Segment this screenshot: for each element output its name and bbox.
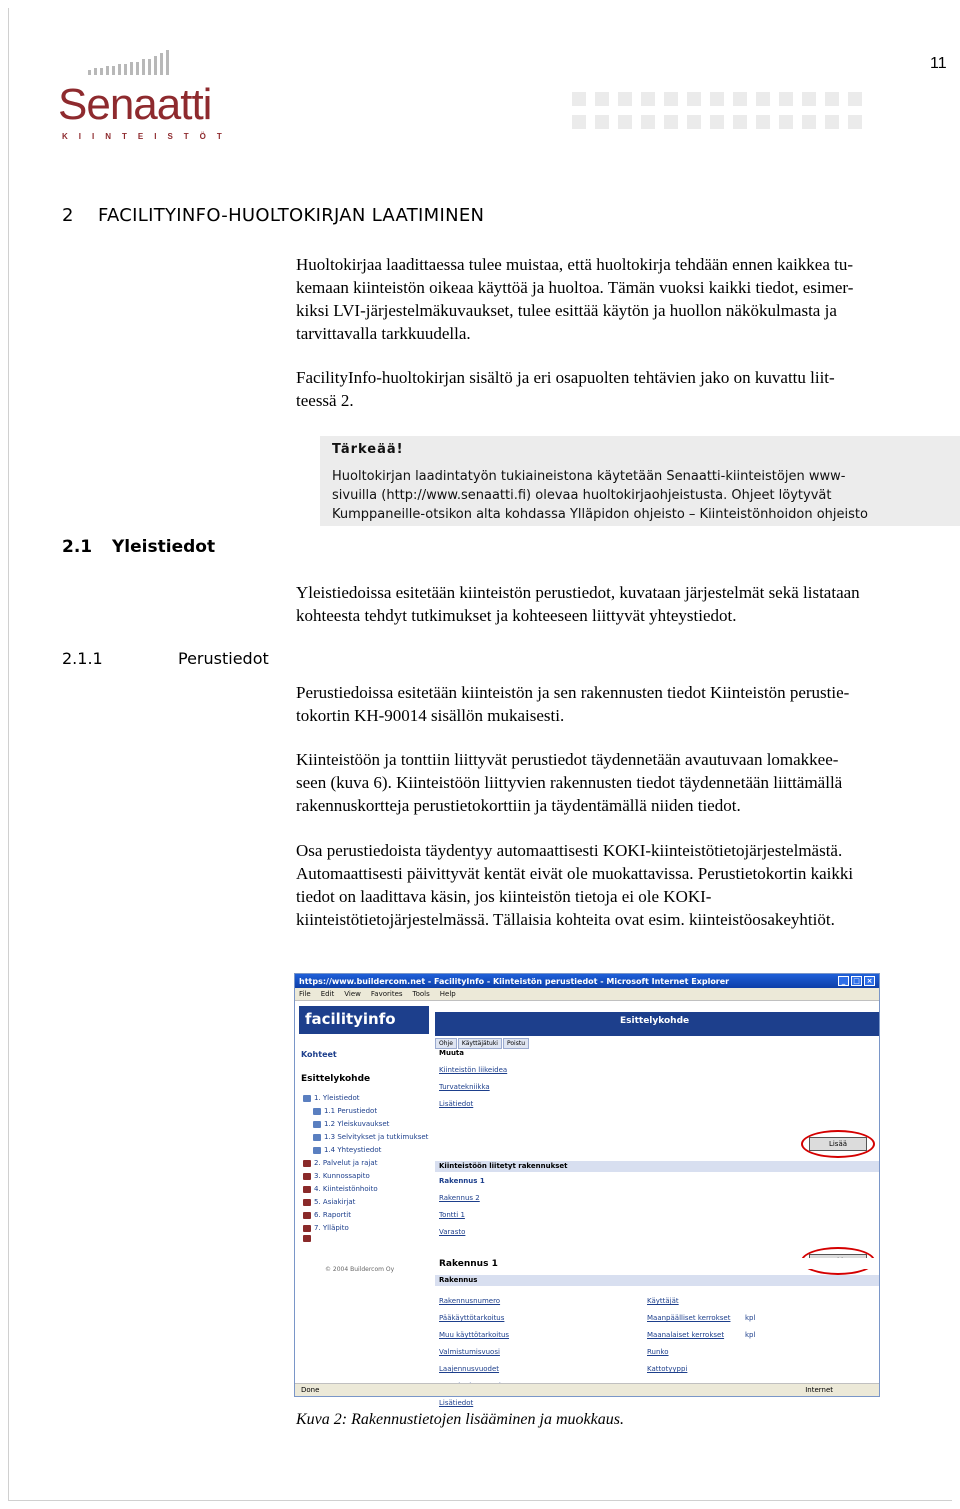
paragraph-6: Osa perustiedoista täydentyy automaattisesti KOKI-kiinteistötietojärjestelmästä. Automaattisesti päivittyvät kentät eivät ole muokattavissa. Perustietokortin kaikki tiedot on laadittava käsin, jos kiinteistön tietoja ei ole KOKI- kiinteistötietojärjestelmässä. Tällaisia kohteita ovat esim. kiinteistöosakeyhtiöt. [296, 841, 854, 929]
book-icon [303, 1173, 311, 1180]
link-additional-info[interactable]: Lisätiedot [439, 1100, 474, 1108]
navigation-tree [303, 1092, 428, 1242]
field-extension-years[interactable]: Laajennusvuodet [439, 1365, 500, 1373]
section-heading: 2.1 Yleistiedot [62, 537, 216, 557]
tree-item[interactable]: 1.3 Selvitykset ja tutkimukset [303, 1131, 428, 1144]
book-icon [303, 1160, 311, 1167]
page-icon [313, 1134, 321, 1141]
embedded-browser-screenshot [294, 973, 880, 1407]
tree-item[interactable]: 5. Asiakirjat [303, 1196, 428, 1209]
link-security-tech[interactable]: Turvatekniikka [439, 1083, 490, 1091]
add-button[interactable]: Lisää [809, 1137, 867, 1151]
note-title: Tärkeää! [332, 442, 404, 457]
page-number: 11 [930, 55, 947, 72]
tree-item[interactable]: 2. Palvelut ja rajat [303, 1157, 428, 1170]
paragraph-3: Yleistiedoissa esitetään kiinteistön perustiedot, kuvataan järjestelmät sekä listataan kohteesta tehdyt tutkimukset ja kohteeseen liittyvät yhteystiedot. [296, 583, 860, 625]
browser-menubar [295, 988, 879, 1001]
field-basement-floors[interactable]: Maanalaiset kerrokset [647, 1331, 725, 1339]
paragraph-1: Huoltokirjaa laadittaessa tulee muistaa, että huoltokirja tehdään ennen kaikkea tu- kemaan kiinteistön oikeaa käyttöä ja huoltoa. Tämän vuoksi kaikki tiedot, esimer- kiksi LVI-järjestelmäkuvaukset, tulee esittää käytön ja huollon näkökulmasta ja tarvittavalla tarkkuudella. [296, 255, 854, 343]
figure-caption: Kuva 2: Rakennustietojen lisääminen ja muokkaus. [296, 1411, 624, 1428]
field-frame[interactable]: Runko [647, 1348, 669, 1356]
unit-kpl-1: kpl [745, 1314, 756, 1322]
paragraph-4: Perustiedoissa esitetään kiinteistön ja sen rakennusten tiedot Kiinteistön perustie- tokortin KH-90014 sisällön mukaisesti. [296, 683, 850, 725]
book-icon [303, 1186, 311, 1193]
content-header-bar [435, 1012, 879, 1036]
chapter-heading: 2 FACILITYINFO-HUOLTOKIRJAN LAATIMINEN [62, 205, 485, 226]
unit-kpl-2: kpl [745, 1331, 756, 1339]
other-heading: Muuta [439, 1049, 465, 1057]
window-title: https://www.buildercom.net - FacilityInfo - Kiinteistön perustiedot - Microsoft Internet Explorer [299, 976, 730, 986]
field-roof-type[interactable]: Kattotyyppi [647, 1365, 688, 1373]
book-icon [303, 1212, 311, 1219]
page-icon [313, 1121, 321, 1128]
status-zone: Internet [805, 1386, 833, 1394]
field-building-number[interactable]: Rakennusnumero [439, 1297, 501, 1305]
book-icon [303, 1199, 311, 1206]
field-completion-year[interactable]: Valmistumisvuosi [439, 1348, 500, 1356]
logo-wordmark: Senaatti [58, 80, 212, 129]
logo-subtitle: KIINTEISTÖT [62, 132, 233, 141]
field-above-ground-floors[interactable]: Maanpäälliset kerrokset [647, 1314, 731, 1322]
tree-item[interactable]: 7. Ylläpito [303, 1222, 428, 1235]
tree-item[interactable]: 1.2 Yleiskuvaukset [303, 1118, 428, 1131]
minimize-icon[interactable]: _ [838, 976, 849, 986]
building-detail-header: Rakennus [435, 1275, 879, 1286]
copyright-text: © 2004 Buildercom Oy [325, 1266, 395, 1273]
paragraph-5: Kiinteistöön ja tonttiin liittyvät perustiedot täydennetään avautuvaan lomakkee- seen (kuva 6). Kiinteistöön liittyvien rakennusten tiedot täydennetään liittämällä rakennuskortteja perustietokorttiin ja täydentämällä niiden tiedot. [296, 750, 843, 815]
tree-item[interactable]: 1. Yleistiedot [303, 1092, 428, 1105]
action-tabs [435, 1038, 529, 1049]
facilityinfo-logo: facilityinfo [299, 1006, 429, 1034]
selected-object[interactable]: Esittelykohde [301, 1074, 371, 1084]
menu-file[interactable]: File [299, 990, 311, 998]
close-icon[interactable]: × [864, 976, 875, 986]
folder-open-icon [303, 1095, 311, 1102]
book-icon [303, 1225, 311, 1232]
page-icon [313, 1108, 321, 1115]
browser-statusbar [295, 1383, 879, 1396]
subsection-heading: 2.1.1 Perustiedot [62, 649, 269, 668]
field-users[interactable]: Käyttäjät [647, 1297, 679, 1305]
menu-tools[interactable]: Tools [412, 990, 430, 998]
linked-buildings-header: Kiinteistöön liitetyt rakennukset [435, 1161, 879, 1172]
paragraph-2: FacilityInfo-huoltokirjan sisältö ja eri osapuolten tehtävien jako on kuvattu liit- teessä 2. [296, 368, 835, 410]
tree-item[interactable]: 1.4 Yhteystiedot [303, 1144, 428, 1157]
plot-1[interactable]: Tontti 1 [439, 1211, 465, 1219]
tree-item[interactable]: 3. Kunnossapito [303, 1170, 428, 1183]
tree-item[interactable]: 1.1 Perustiedot [303, 1105, 428, 1118]
field-other-use[interactable]: Muu käyttötarkoitus [439, 1331, 510, 1339]
maximize-icon[interactable]: □ [851, 976, 862, 986]
menu-edit[interactable]: Edit [320, 990, 335, 998]
important-note-box: Tärkeää! Huoltokirjan laadintatyön tukiaineistona käytetään Senaatti-kiinteistöjen www- sivuilla (http://www.senaatti.fi) olevaa huoltokirjaohjeistusta. Ohjeet löytyvät Kumppaneille-otsikon alta kohdassa Ylläpidon ohjeisto – Kiinteistönhoidon ohjeisto [320, 436, 960, 526]
building-1[interactable]: Rakennus 1 [439, 1177, 485, 1185]
tab-user-support[interactable]: Käyttäjätuki [458, 1038, 502, 1049]
status-done: Done [301, 1386, 320, 1394]
left-navigation-pane [295, 1002, 433, 1383]
logo-bars [88, 50, 169, 75]
tab-help[interactable]: Ohje [435, 1038, 457, 1049]
tree-item[interactable]: 6. Raportit [303, 1209, 428, 1222]
tab-logout[interactable]: Poistu [503, 1038, 529, 1049]
content-title: Esittelykohde [620, 1016, 690, 1026]
building-2[interactable]: Rakennus 2 [439, 1194, 480, 1202]
menu-favorites[interactable]: Favorites [370, 990, 403, 998]
page-icon [313, 1147, 321, 1154]
menu-view[interactable]: View [344, 990, 361, 998]
objects-heading: Kohteet [301, 1050, 337, 1059]
building-detail-title: Rakennus 1 [435, 1258, 879, 1269]
field-main-use[interactable]: Pääkäyttötarkoitus [439, 1314, 505, 1322]
menu-help[interactable]: Help [439, 990, 456, 998]
decorative-squares [572, 92, 862, 129]
browser-titlebar [295, 974, 879, 988]
tree-item[interactable] [303, 1235, 428, 1242]
tree-item[interactable]: 4. Kiinteistönhoito [303, 1183, 428, 1196]
storage[interactable]: Varasto [439, 1228, 466, 1236]
field-additional-info[interactable]: Lisätiedot [439, 1399, 474, 1407]
link-property-business[interactable]: Kiinteistön liikeidea [439, 1066, 508, 1074]
book-icon [303, 1235, 311, 1242]
